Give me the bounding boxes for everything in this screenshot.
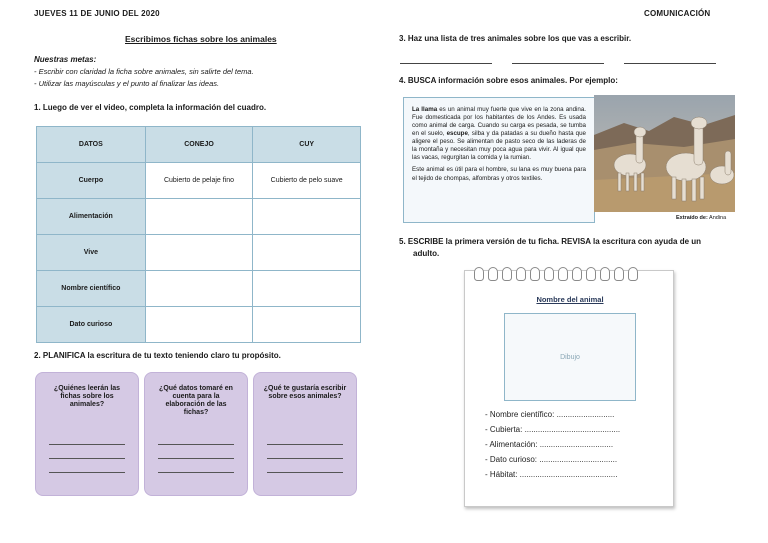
source-value: Andina: [709, 215, 727, 221]
date-header: JUEVES 11 DE JUNIO DEL 2020: [34, 9, 160, 18]
cell-cuy-dato-curioso[interactable]: [253, 307, 361, 343]
animal-line-3[interactable]: [624, 63, 716, 64]
plan-answer-line[interactable]: [267, 445, 343, 459]
reading-text-part: es un animal muy fuerte que vive en la zona andina. Fue domesticada por los habitantes de los Andes. Es usada como animal de carga. Cuando su carga es pesada, se tumba en el suelo,: [412, 106, 587, 138]
ring-icon: [502, 267, 512, 281]
plan-question-3: ¿Qué te gustaría escribir sobre esos animales?: [263, 385, 347, 401]
subject-header: COMUNICACIÓN: [644, 9, 711, 18]
table-row: [37, 199, 361, 235]
question-5: 5. ESCRIBE la primera versión de tu ficha. REVISA la escritura con ayuda de un: [399, 237, 702, 246]
reading-term-escupe: escupe: [446, 130, 468, 138]
table-header-row: [37, 127, 361, 163]
page-title: Escribimos fichas sobre los animales: [125, 34, 277, 44]
animal-card: [464, 270, 674, 507]
plan-answer-line[interactable]: [49, 459, 125, 473]
row-label-nombre-cientifico: Nombre científico: [37, 271, 146, 307]
plan-answer-line[interactable]: [158, 459, 234, 473]
ring-icon: [516, 267, 526, 281]
cell-cuy-nombre-cientifico[interactable]: [253, 271, 361, 307]
plan-question-1: ¿Quiénes leerán las fichas sobre los animales?: [53, 385, 121, 409]
question-1: 1. Luego de ver el video, completa la información del cuadro.: [34, 103, 267, 112]
photo-source: [676, 215, 726, 221]
row-label-vive: Vive: [37, 235, 146, 271]
llama-photo: [594, 95, 735, 212]
ring-icon: [558, 267, 568, 281]
table-header-cuy: CUY: [253, 127, 361, 163]
plan-answer-line[interactable]: [49, 445, 125, 459]
cell-cuy-cuerpo[interactable]: Cubierto de pelo suave: [253, 163, 361, 199]
plan-box-2: [144, 372, 248, 496]
reading-paragraph-2: Este animal es útil para el hombre, su lana es muy buena para el tejido de chompas, alfombras y otros textiles.: [412, 166, 586, 182]
plan-answer-line[interactable]: [267, 459, 343, 473]
field-dato-curioso: - Dato curioso: ...................................: [485, 455, 618, 464]
meta-item-2: - Utilizar las mayúsculas y el punto al finalizar las ideas.: [34, 79, 220, 88]
spiral-rings: [474, 267, 674, 286]
ring-icon: [614, 267, 624, 281]
reading-text: [403, 97, 595, 223]
reading-text-part: , silba y da patadas a su dueño hasta que aligere el peso. Se alimentan de pasto seco de las laderas de la montaña y necesitan muy poca agua para vivir. Al igual que las vacas, regurgitan la comida y la rumian.: [412, 130, 586, 162]
field-nombre-cientifico: - Nombre científico: ..........................: [485, 410, 615, 419]
row-label-cuerpo: Cuerpo: [37, 163, 146, 199]
ring-icon: [628, 267, 638, 281]
cell-conejo-alimentacion[interactable]: [145, 199, 253, 235]
table-row: [37, 163, 361, 199]
row-label-alimentacion: Alimentación: [37, 199, 146, 235]
question-2: 2. PLANIFICA la escritura de tu texto teniendo claro tu propósito.: [34, 351, 281, 360]
cell-cuy-alimentacion[interactable]: [253, 199, 361, 235]
plan-answer-line[interactable]: [49, 431, 125, 445]
ring-icon: [600, 267, 610, 281]
table-header-conejo: CONEJO: [145, 127, 253, 163]
ring-icon: [544, 267, 554, 281]
metas-heading: Nuestras metas:: [34, 55, 97, 64]
plan-box-3: [253, 372, 357, 496]
cell-conejo-vive[interactable]: [145, 235, 253, 271]
animal-line-1[interactable]: [400, 63, 492, 64]
cell-conejo-nombre-cientifico[interactable]: [145, 271, 253, 307]
animal-line-2[interactable]: [512, 63, 604, 64]
plan-box-1: [35, 372, 139, 496]
cell-conejo-cuerpo[interactable]: Cubierto de pelaje fino: [145, 163, 253, 199]
cell-conejo-dato-curioso[interactable]: [145, 307, 253, 343]
info-table: [36, 126, 361, 343]
ring-icon: [488, 267, 498, 281]
ring-icon: [530, 267, 540, 281]
ring-icon: [572, 267, 582, 281]
field-alimentacion: - Alimentación: .................................: [485, 440, 614, 449]
plan-answer-line[interactable]: [158, 445, 234, 459]
table-row: [37, 307, 361, 343]
plan-answer-line[interactable]: [267, 431, 343, 445]
source-label: Extraído de:: [676, 215, 708, 221]
field-cubierta: - Cubierta: ...........................................: [485, 425, 621, 434]
table-row: [37, 235, 361, 271]
drawing-label: Dibujo: [560, 353, 580, 361]
question-3: 3. Haz una lista de tres animales sobre los que vas a escribir.: [399, 34, 632, 43]
field-habitat: - Hábitat: ............................................: [485, 470, 618, 479]
table-header-datos: DATOS: [37, 127, 146, 163]
card-title: Nombre del animal: [536, 295, 604, 304]
question-5-continued: adulto.: [413, 249, 440, 258]
meta-item-1: - Escribir con claridad la ficha sobre animales, sin salirte del tema.: [34, 67, 254, 76]
table-row: [37, 271, 361, 307]
reading-term-llama: La llama: [412, 106, 438, 113]
ring-icon: [474, 267, 484, 281]
reading-paragraph-1: [412, 106, 586, 162]
ring-icon: [586, 267, 596, 281]
question-4: 4. BUSCA información sobre esos animales. Por ejemplo:: [399, 76, 618, 85]
plan-question-2: ¿Qué datos tomaré en cuenta para la elaboración de las fichas?: [159, 385, 233, 417]
plan-answer-line[interactable]: [158, 431, 234, 445]
drawing-box[interactable]: [504, 313, 636, 401]
row-label-dato-curioso: Dato curioso: [37, 307, 146, 343]
cell-cuy-vive[interactable]: [253, 235, 361, 271]
